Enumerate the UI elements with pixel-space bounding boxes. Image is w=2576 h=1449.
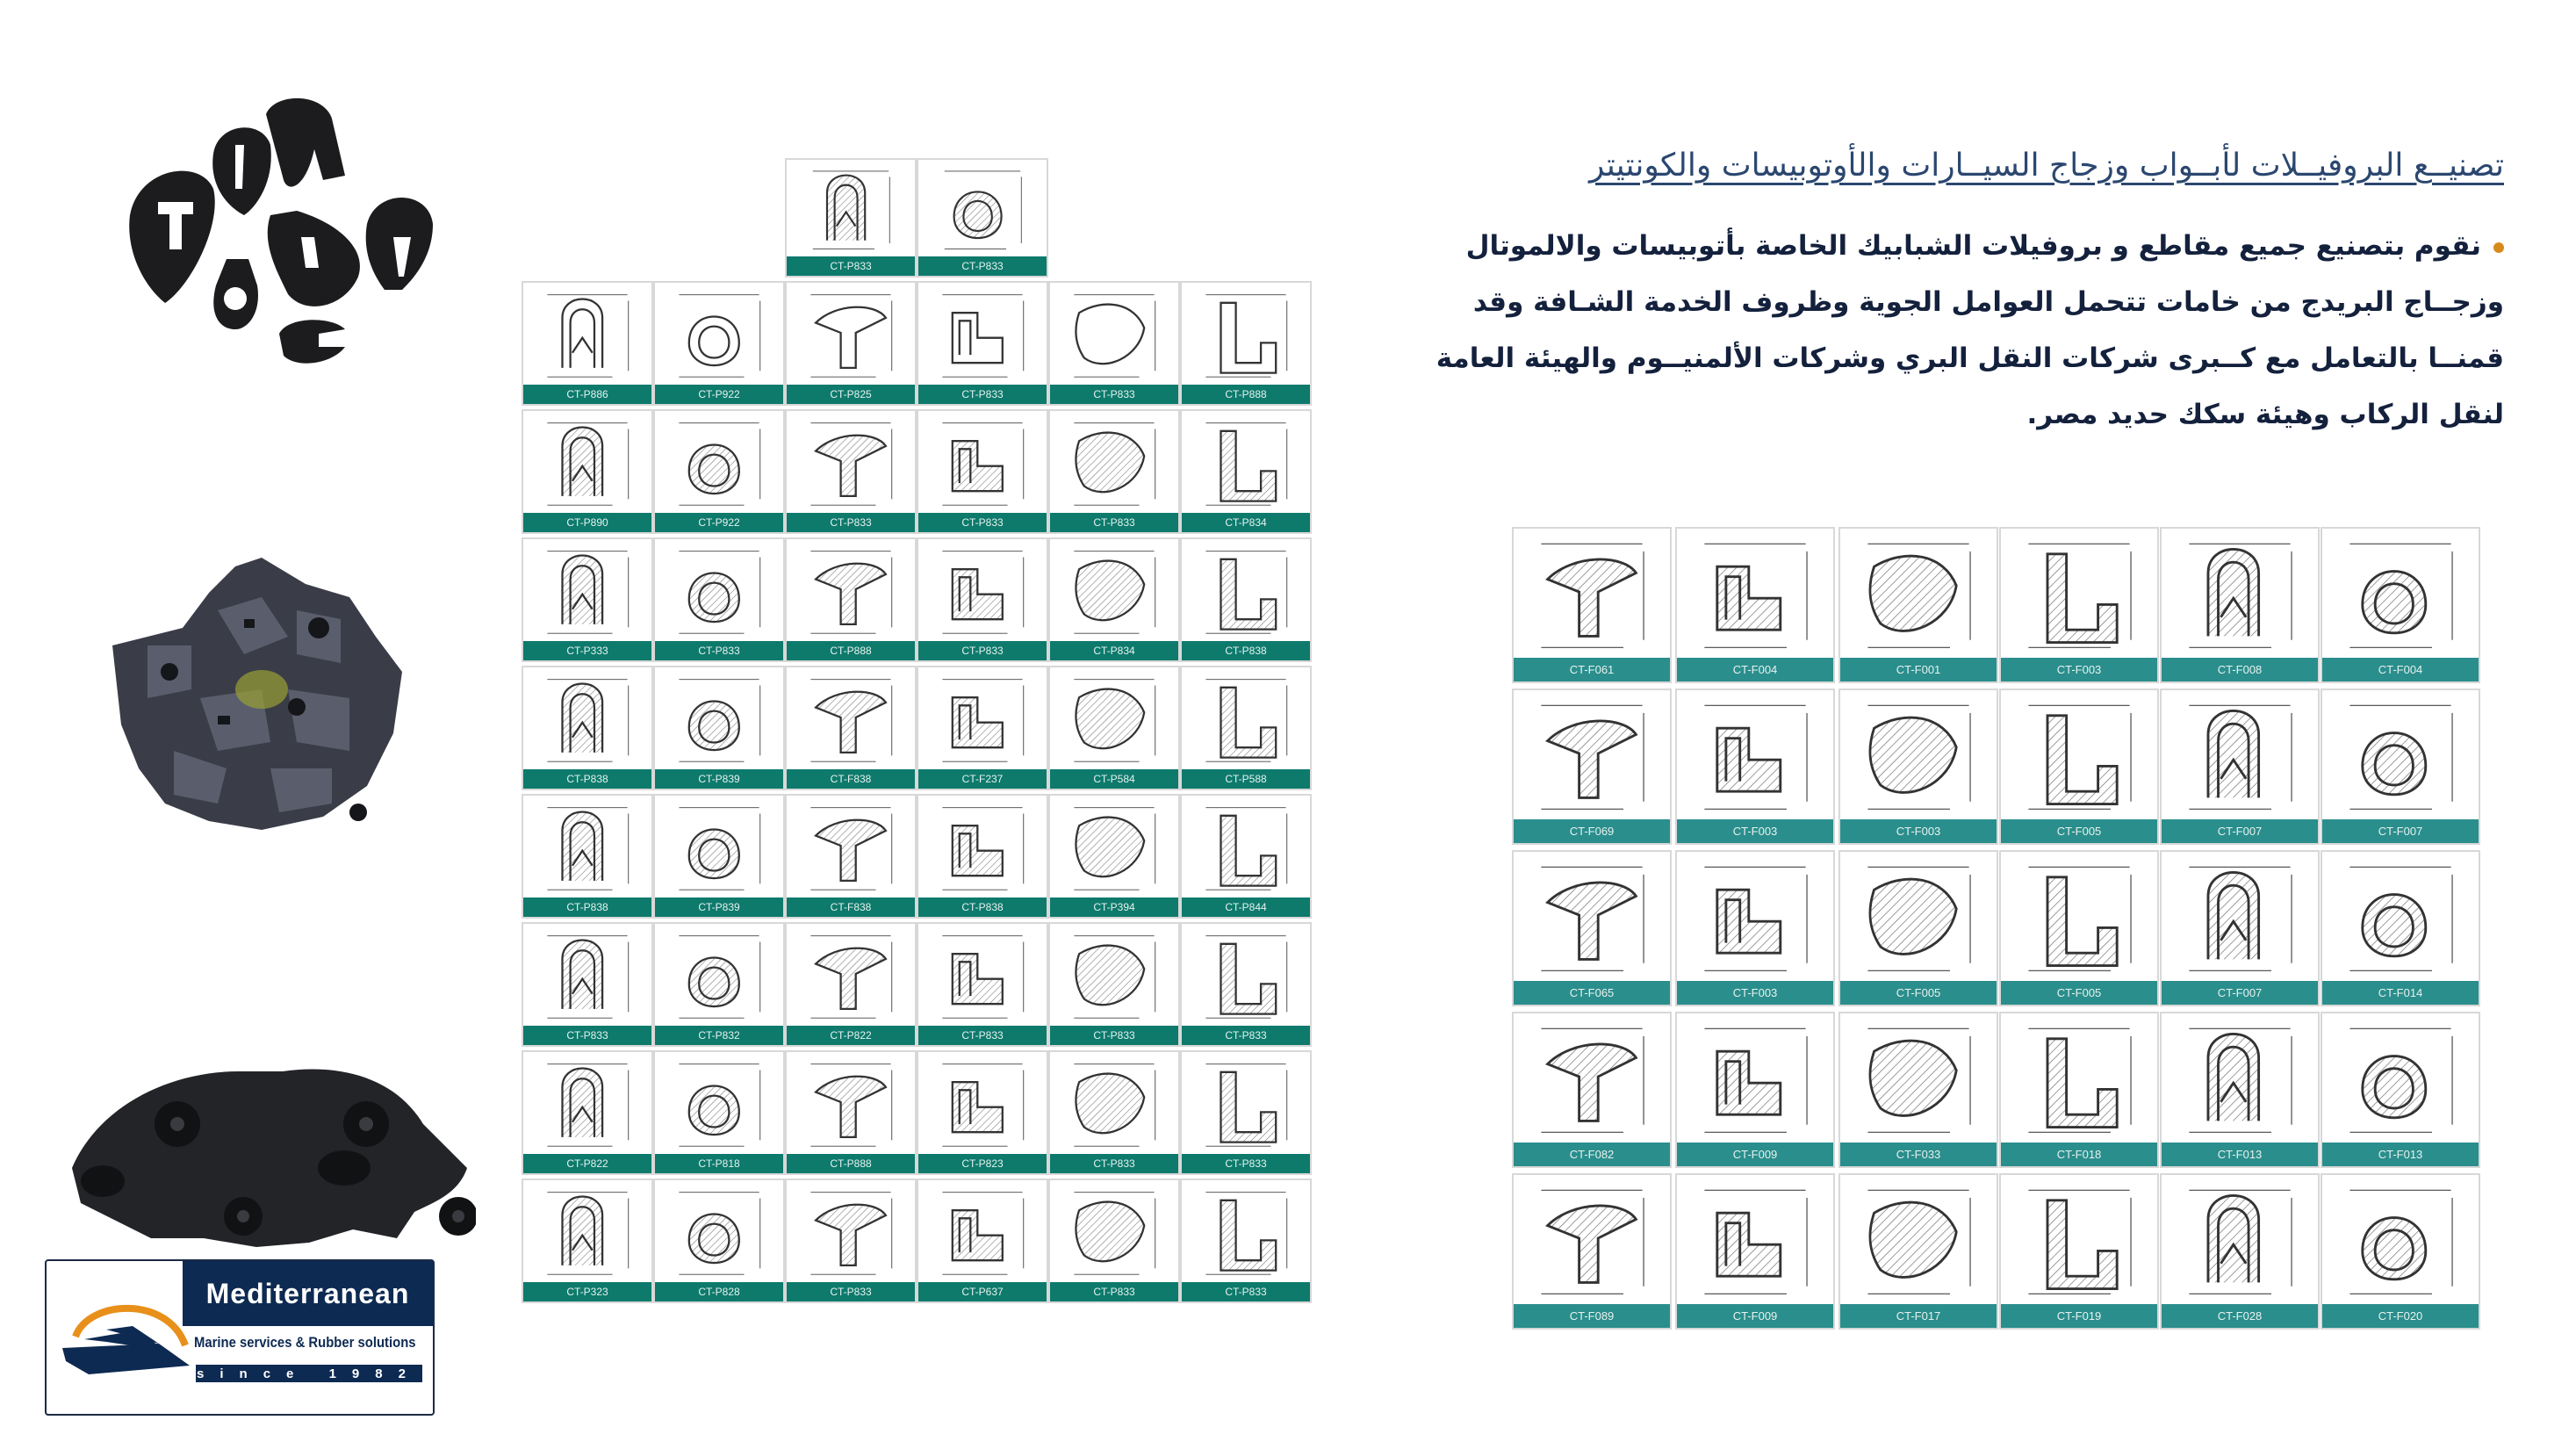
profile-code-label: CT-P818 (655, 1154, 783, 1173)
profile-drawing-icon (787, 667, 915, 768)
profile-card (1180, 409, 1312, 534)
profile-drawing-icon (2001, 690, 2157, 817)
profile-card (1048, 794, 1180, 919)
profile-card (1999, 1173, 2159, 1330)
profile-drawing-icon (2322, 1175, 2479, 1301)
profile-code-label: CT-F082 (1514, 1143, 1670, 1166)
profile-code-label: CT-P922 (655, 513, 783, 532)
profile-drawing-icon (918, 796, 1047, 896)
profile-drawing-icon (1514, 1175, 1670, 1301)
profile-drawing-icon (1050, 1052, 1178, 1152)
profile-drawing-icon (1182, 411, 1310, 511)
profile-drawing-icon (2322, 1013, 2479, 1140)
profile-card (1180, 666, 1312, 790)
profile-code-label: CT-F838 (787, 769, 915, 789)
profile-code-label: CT-F005 (2001, 819, 2157, 843)
profile-card (2321, 1173, 2480, 1330)
profile-drawing-icon (1514, 852, 1670, 978)
profile-card (1999, 850, 2159, 1006)
profile-code-label: CT-P833 (1182, 1026, 1310, 1045)
profile-card (522, 409, 653, 534)
profile-code-label: CT-F838 (787, 898, 915, 917)
profile-drawing-icon (1050, 796, 1178, 896)
rubber-seal-strips-photo (63, 1036, 476, 1256)
description-line-3: قمنــا بالتعامل مع كــبرى شركات النقل البري وشركات الألمنيــوم والهيئة العامة (1436, 342, 2504, 374)
profile-code-label: CT-F004 (2322, 658, 2479, 681)
rubber-profile-cross-sections-photo (104, 83, 446, 378)
profile-code-label: CT-P822 (523, 1154, 651, 1173)
profile-code-label: CT-P833 (655, 641, 783, 660)
profile-card (1180, 922, 1312, 1047)
profile-code-label: CT-P839 (655, 898, 783, 917)
profile-code-label: CT-P584 (1050, 769, 1178, 789)
profile-card (2160, 527, 2320, 683)
profile-drawing-icon (787, 283, 915, 383)
profile-code-label: CT-P333 (523, 641, 651, 660)
profile-card (1180, 1050, 1312, 1175)
profile-card (917, 922, 1048, 1047)
profile-card (1838, 1012, 1998, 1168)
profile-drawing-icon (918, 1052, 1047, 1152)
profile-drawing-icon (1050, 283, 1178, 383)
profile-code-label: CT-F001 (1840, 658, 1997, 681)
profile-drawing-icon (1050, 1180, 1178, 1280)
description-line-1: نقوم بتصنيع جميع مقاطع و بروفيلات الشبابيك الخاصة بأتوبيسات والالموتال (1363, 218, 2504, 274)
profile-code-label: CT-P833 (1050, 1026, 1178, 1045)
profile-code-label: CT-P833 (1182, 1154, 1310, 1173)
profile-card (1838, 850, 1998, 1006)
profile-code-label: CT-P833 (787, 256, 915, 276)
profile-drawing-icon (2162, 852, 2318, 978)
profile-code-label: CT-F007 (2162, 819, 2318, 843)
profile-drawing-icon (918, 1180, 1047, 1280)
profile-drawing-icon (523, 1180, 651, 1280)
profile-drawing-icon (1840, 1175, 1997, 1301)
profile-drawing-icon (655, 924, 783, 1024)
profile-drawing-icon (1514, 529, 1670, 655)
profile-card (1999, 527, 2159, 683)
profile-card (1048, 1050, 1180, 1175)
profile-card (1512, 1012, 1672, 1168)
brand-tagline: Marine services & Rubber solutions (194, 1335, 416, 1351)
profile-code-label: CT-F008 (2162, 658, 2318, 681)
profile-code-label: CT-P888 (1182, 385, 1310, 404)
profile-drawing-icon (1182, 539, 1310, 639)
profile-card (2160, 850, 2320, 1006)
profile-drawing-icon (1514, 1013, 1670, 1140)
profile-card (1048, 537, 1180, 662)
profile-drawing-icon (523, 796, 651, 896)
profile-card (2160, 1012, 2320, 1168)
profile-code-label: CT-P834 (1182, 513, 1310, 532)
profile-code-label: CT-P832 (655, 1026, 783, 1045)
profile-code-label: CT-P833 (1050, 385, 1178, 404)
profile-card (1999, 688, 2159, 845)
profile-card (1512, 527, 1672, 683)
profile-card (1048, 666, 1180, 790)
profile-drawing-icon (1182, 924, 1310, 1024)
profile-drawing-icon (523, 411, 651, 511)
profile-card (1675, 527, 1835, 683)
profile-code-label: CT-P888 (787, 1154, 915, 1173)
profile-code-label: CT-F017 (1840, 1304, 1997, 1328)
profile-drawing-icon (1677, 1175, 1833, 1301)
profile-code-label: CT-F009 (1677, 1143, 1833, 1166)
profile-drawing-icon (787, 539, 915, 639)
profile-card (785, 794, 917, 919)
brand-since: since 1982 (197, 1366, 421, 1381)
profile-code-label: CT-F237 (918, 769, 1047, 789)
profile-card (653, 281, 785, 406)
profile-drawing-icon (2322, 690, 2479, 817)
profile-drawing-icon (787, 411, 915, 511)
profile-code-label: CT-P833 (918, 385, 1047, 404)
profile-drawing-icon (1182, 1180, 1310, 1280)
profile-card (522, 1050, 653, 1175)
profile-drawing-icon (2001, 1175, 2157, 1301)
left-profile-catalog (522, 158, 1312, 1300)
profile-card (2160, 688, 2320, 845)
profile-card (1512, 688, 1672, 845)
profile-code-label: CT-P922 (655, 385, 783, 404)
profile-code-label: CT-P838 (1182, 641, 1310, 660)
company-logo (45, 1259, 435, 1416)
profile-code-label: CT-P637 (918, 1282, 1047, 1301)
profile-drawing-icon (523, 283, 651, 383)
profile-drawing-icon (1677, 529, 1833, 655)
profile-card (1675, 688, 1835, 845)
profile-code-label: CT-P833 (918, 513, 1047, 532)
profile-code-label: CT-F061 (1514, 658, 1670, 681)
profile-code-label: CT-P834 (1050, 641, 1178, 660)
profile-code-label: CT-P823 (918, 1154, 1047, 1173)
profile-code-label: CT-P394 (1050, 898, 1178, 917)
profile-card (917, 158, 1048, 278)
profile-code-label: CT-F018 (2001, 1143, 2157, 1166)
profile-drawing-icon (2162, 529, 2318, 655)
profile-card (1180, 794, 1312, 919)
profile-code-label: CT-P838 (523, 898, 651, 917)
profile-card (1048, 922, 1180, 1047)
profile-drawing-icon (1050, 667, 1178, 768)
profile-drawing-icon (1182, 1052, 1310, 1152)
profile-drawing-icon (1677, 852, 1833, 978)
profile-card (1180, 281, 1312, 406)
profile-drawing-icon (2162, 1175, 2318, 1301)
profile-code-label: CT-P833 (787, 1282, 915, 1301)
profile-card (917, 666, 1048, 790)
profile-drawing-icon (1677, 1013, 1833, 1140)
profile-card (653, 1050, 785, 1175)
profile-code-label: CT-P833 (787, 513, 915, 532)
profile-card (522, 666, 653, 790)
profile-code-label: CT-F007 (2162, 981, 2318, 1005)
profile-code-label: CT-P833 (918, 1026, 1047, 1045)
profile-code-label: CT-P833 (1182, 1282, 1310, 1301)
profile-drawing-icon (787, 924, 915, 1024)
profile-code-label: CT-F028 (2162, 1304, 2318, 1328)
profile-code-label: CT-P890 (523, 513, 651, 532)
profile-code-label: CT-F009 (1677, 1304, 1833, 1328)
profile-drawing-icon (918, 411, 1047, 511)
page-title: تصنيــع البروفيــلات لأبــواب وزجاج السيــارات والأوتوبيسات والكونتيتر (1588, 148, 2504, 184)
profile-code-label: CT-F005 (1840, 981, 1997, 1005)
profile-drawing-icon (1840, 852, 1997, 978)
profile-card (1512, 850, 1672, 1006)
profile-card (522, 794, 653, 919)
profile-drawing-icon (523, 539, 651, 639)
profile-drawing-icon (655, 539, 783, 639)
profile-card (1048, 409, 1180, 534)
description-line-2: وزجــاج البريدج من خامات تتحمل العوامل الجوية وظروف الخدمة الشـافة وقد (1472, 286, 2504, 318)
profile-drawing-icon (918, 539, 1047, 639)
profile-code-label: CT-F005 (2001, 981, 2157, 1005)
profile-code-label: CT-P828 (655, 1282, 783, 1301)
profile-drawing-icon (655, 411, 783, 511)
right-profile-catalog (1512, 527, 2535, 1326)
profile-card (2321, 850, 2480, 1006)
profile-drawing-icon (2162, 690, 2318, 817)
profile-card (785, 1050, 917, 1175)
profile-drawing-icon (918, 283, 1047, 383)
profile-card (653, 666, 785, 790)
profile-card (1838, 688, 1998, 845)
profile-card (522, 537, 653, 662)
profile-drawing-icon (655, 1180, 783, 1280)
profile-drawing-icon (918, 667, 1047, 768)
bullet-dot-icon (2493, 242, 2504, 253)
rubber-profile-bundle-photo (86, 514, 428, 856)
profile-code-label: CT-F013 (2322, 1143, 2479, 1166)
profile-code-label: CT-F003 (1840, 819, 1997, 843)
profile-drawing-icon (2001, 852, 2157, 978)
profile-code-label: CT-F003 (1677, 981, 1833, 1005)
profile-card (653, 409, 785, 534)
profile-card (653, 537, 785, 662)
profile-card (522, 281, 653, 406)
profile-card (1048, 1179, 1180, 1303)
profile-drawing-icon (787, 1052, 915, 1152)
profile-code-label: CT-P839 (655, 769, 783, 789)
profile-drawing-icon (918, 160, 1047, 255)
profile-drawing-icon (655, 667, 783, 768)
profile-code-label: CT-F007 (2322, 819, 2479, 843)
profile-card (1999, 1012, 2159, 1168)
profile-code-label: CT-F013 (2162, 1143, 2318, 1166)
profile-code-label: CT-F014 (2322, 981, 2479, 1005)
profile-card (785, 666, 917, 790)
profile-card (917, 794, 1048, 919)
profile-drawing-icon (1840, 529, 1997, 655)
profile-card (917, 281, 1048, 406)
profile-card (1048, 281, 1180, 406)
profile-code-label: CT-P825 (787, 385, 915, 404)
profile-code-label: CT-P833 (1050, 513, 1178, 532)
profile-drawing-icon (1840, 690, 1997, 817)
profile-card (785, 281, 917, 406)
profile-code-label: CT-P838 (918, 898, 1047, 917)
profile-code-label: CT-F089 (1514, 1304, 1670, 1328)
profile-drawing-icon (1050, 924, 1178, 1024)
profile-drawing-icon (2001, 529, 2157, 655)
profile-code-label: CT-P822 (787, 1026, 915, 1045)
profile-drawing-icon (787, 796, 915, 896)
profile-code-label: CT-P833 (1050, 1282, 1178, 1301)
profile-drawing-icon (1050, 539, 1178, 639)
profile-drawing-icon (1050, 411, 1178, 511)
profile-code-label: CT-F003 (2001, 658, 2157, 681)
profile-card (1675, 1173, 1835, 1330)
profile-drawing-icon (2322, 852, 2479, 978)
profile-drawing-icon (523, 667, 651, 768)
profile-card (1838, 1173, 1998, 1330)
profile-drawing-icon (1182, 283, 1310, 383)
profile-card (917, 537, 1048, 662)
profile-card (785, 922, 917, 1047)
profile-code-label: CT-F003 (1677, 819, 1833, 843)
profile-drawing-icon (655, 1052, 783, 1152)
profile-card (2321, 527, 2480, 683)
profile-drawing-icon (523, 924, 651, 1024)
profile-code-label: CT-F020 (2322, 1304, 2479, 1328)
profile-card (1675, 1012, 1835, 1168)
ship-logo-icon (54, 1291, 194, 1379)
profile-code-label: CT-P833 (1050, 1154, 1178, 1173)
profile-code-label: CT-P886 (523, 385, 651, 404)
profile-card (1180, 537, 1312, 662)
brand-name: Mediterranean (183, 1261, 433, 1326)
profile-card (785, 537, 917, 662)
profile-card (1838, 527, 1998, 683)
description-paragraph (1363, 218, 2504, 443)
profile-card (653, 794, 785, 919)
profile-drawing-icon (2162, 1013, 2318, 1140)
profile-card (2160, 1173, 2320, 1330)
profile-drawing-icon (1514, 690, 1670, 817)
profile-code-label: CT-F033 (1840, 1143, 1997, 1166)
profile-code-label: CT-F065 (1514, 981, 1670, 1005)
profile-code-label: CT-P833 (918, 641, 1047, 660)
profile-card (785, 1179, 917, 1303)
profile-drawing-icon (523, 1052, 651, 1152)
profile-card (1675, 850, 1835, 1006)
profile-drawing-icon (787, 160, 915, 255)
profile-card (522, 1179, 653, 1303)
profile-drawing-icon (787, 1180, 915, 1280)
profile-code-label: CT-P588 (1182, 769, 1310, 789)
profile-card (1180, 1179, 1312, 1303)
profile-card (1512, 1173, 1672, 1330)
profile-card (2321, 688, 2480, 845)
profile-code-label: CT-F019 (2001, 1304, 2157, 1328)
profile-drawing-icon (2001, 1013, 2157, 1140)
description-line-4: لنقل الركاب وهيئة سكك حديد مصر. (2026, 399, 2504, 430)
profile-card (653, 922, 785, 1047)
profile-drawing-icon (655, 796, 783, 896)
profile-card (522, 922, 653, 1047)
profile-drawing-icon (655, 283, 783, 383)
profile-drawing-icon (1677, 690, 1833, 817)
profile-card (917, 1179, 1048, 1303)
profile-drawing-icon (918, 924, 1047, 1024)
profile-card (785, 409, 917, 534)
profile-drawing-icon (1840, 1013, 1997, 1140)
profile-drawing-icon (1182, 667, 1310, 768)
profile-drawing-icon (2322, 529, 2479, 655)
profile-card (2321, 1012, 2480, 1168)
profile-card (653, 1179, 785, 1303)
profile-code-label: CT-P844 (1182, 898, 1310, 917)
profile-code-label: CT-P833 (918, 256, 1047, 276)
profile-code-label: CT-F069 (1514, 819, 1670, 843)
profile-card (785, 158, 917, 278)
profile-code-label: CT-F004 (1677, 658, 1833, 681)
profile-card (917, 409, 1048, 534)
profile-card (917, 1050, 1048, 1175)
profile-code-label: CT-P833 (523, 1026, 651, 1045)
profile-code-label: CT-P888 (787, 641, 915, 660)
profile-code-label: CT-P323 (523, 1282, 651, 1301)
profile-code-label: CT-P838 (523, 769, 651, 789)
profile-drawing-icon (1182, 796, 1310, 896)
